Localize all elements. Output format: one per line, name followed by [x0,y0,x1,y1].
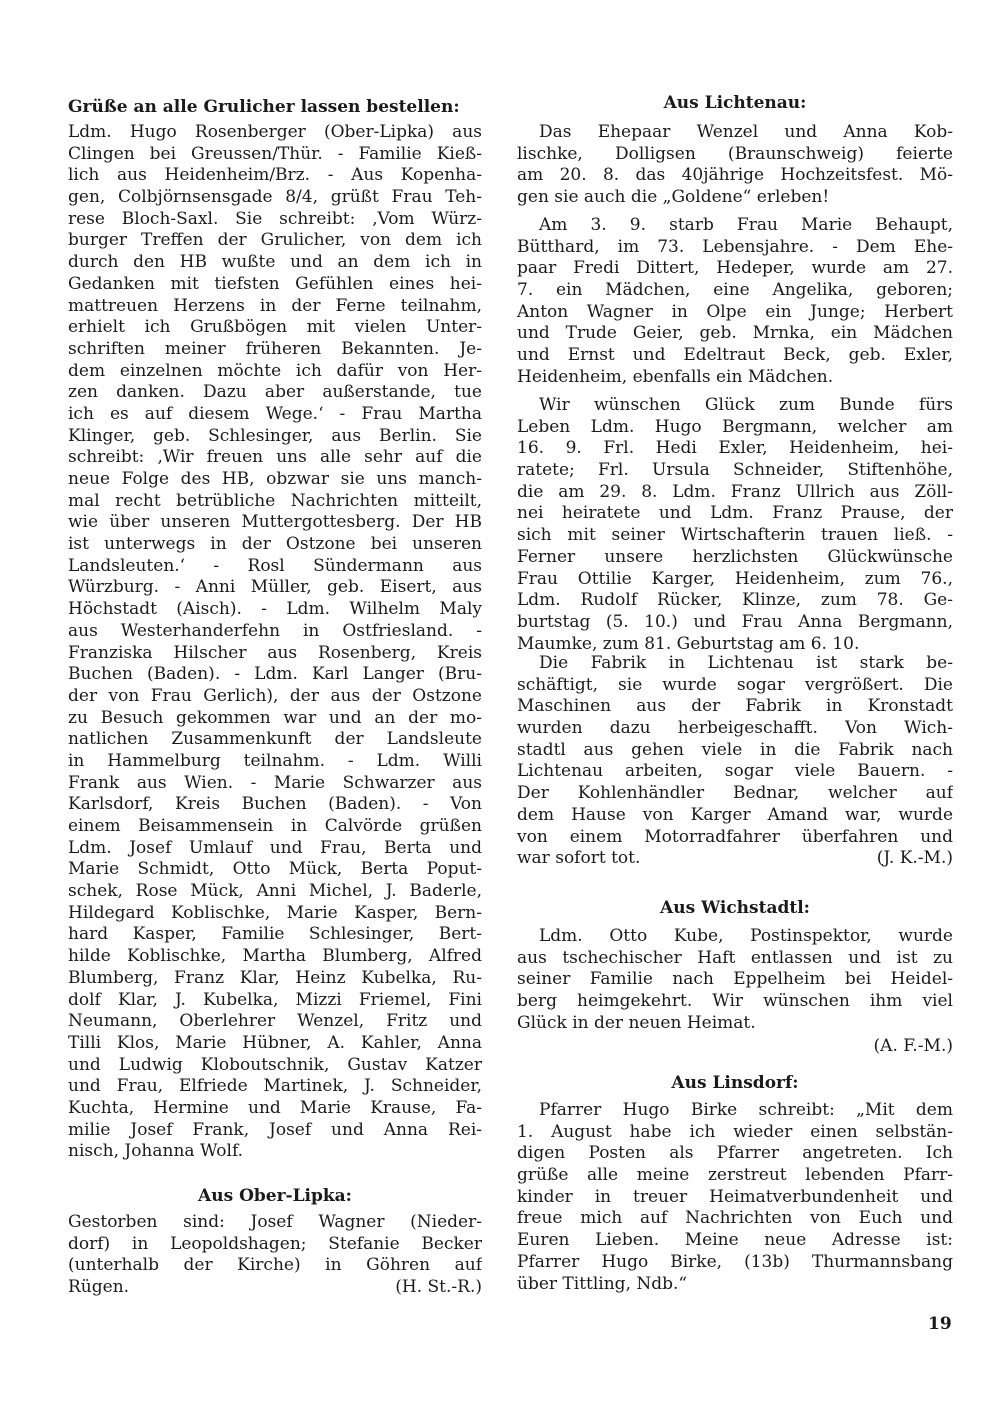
text-line: Pfarrer Hugo Birke, (13b) Thurmannsbang [517,1251,953,1272]
text-line: dolf Klar, J. Kubelka, Mizzi Friemel, Fini [68,989,482,1010]
text-line: der von Frau Gerlich), der aus der Ostzone [68,685,482,706]
text-line: Ldm. Hugo Rosenberger (Ober-Lipka) aus [68,122,482,142]
author-signature: (J. K.-M.) [876,848,953,869]
text-line: Karlsdorf, Kreis Buchen (Baden). - Von [68,794,482,815]
text-line: ratete; Frl. Ursula Schneider, Stiftenhöhe, [517,460,953,481]
text-line: Ldm. Josef Umlauf und Frau, Berta und [68,837,482,858]
text-line: Gedanken mit tiefsten Gefühlen eines hei- [68,273,482,294]
text-line: mattreuen Herzens in der Ferne teilnahm, [68,295,482,316]
text-line: 16. 9. Frl. Hedi Exler, Heidenheim, hei- [517,438,953,459]
text-line: und Frau, Elfriede Martinek, J. Schneider, [68,1076,482,1097]
text-line: seiner Familie nach Eppelheim bei Heidel- [517,969,953,990]
text-line: Pfarrer Hugo Birke schreibt: „Mit dem [539,1100,953,1120]
text-line: zen danken. Dazu aber außerstande, tue [68,382,482,403]
text-line: (unterhalb der Kirche) in Göhren auf [68,1255,482,1276]
text-line: schäftigt, sie wurde sogar vergrößert. Die [517,674,953,695]
text-line: Ldm. Otto Kube, Postinspektor, wurde [539,926,953,946]
text-line: Die Fabrik in Lichtenau ist stark be- [539,653,953,673]
text-line: aus tschechischer Haft entlassen und ist zu [517,947,953,968]
text-line: dorf) in Leopoldshagen; Stefanie Becker [68,1233,482,1254]
text-line: Rügen. [68,1277,130,1298]
closing-line [68,1277,482,1299]
text-line: ist unterwegs in der Ostzone bei unseren [68,534,482,555]
author-signature: (H. St.-R.) [395,1277,482,1298]
text-line: nisch, Johanna Wolf. [68,1141,244,1162]
linsdorf-paragraph [517,1100,953,1295]
lichtenau-paragraph-4 [517,653,953,870]
text-line: paar Fredi Dittert, Hedeper, wurde am 27. [517,258,953,279]
lichtenau-paragraph-1 [517,122,953,209]
text-line: natlichen Zusammenkunft der Landsleute [68,729,482,750]
text-line: Würzburg. - Anni Müller, geb. Eisert, aus [68,577,482,598]
text-line: gen sie auch die „Goldene“ erleben! [517,187,830,208]
text-line: dem einzelnen möchte ich dafür von Her- [68,360,482,381]
text-line: neue Folge des HB, obzwar sie uns manch- [68,469,482,489]
text-line: wurden dazu herbeigeschafft. Von Wich- [517,718,953,739]
text-line: sich mit seiner Wirtschafterin trauen ließ. - [517,525,953,546]
text-line: Frau Ottilie Karger, Heidenheim, zum 76., [517,568,953,589]
ober-lipka-paragraph [68,1212,482,1299]
text-line: Euren Lieben. Meine neue Adresse ist: [517,1230,953,1251]
text-line: lich aus Heidenheim/Brz. - Aus Kopenha- [68,165,482,186]
text-line: Maumke, zum 81. Geburtstag am 6. 10. [517,633,860,654]
text-line: Franziska Hilscher aus Rosenberg, Kreis [68,642,482,663]
text-line: Kuchta, Hermine und Marie Krause, Fa- [68,1097,482,1118]
text-line: und Trude Geier, geb. Mrnka, ein Mädchen [517,323,953,344]
text-line: erhielt ich Grußbögen mit vielen Unter- [68,317,482,338]
text-line: Tilli Klos, Marie Hübner, A. Kahler, Anna [68,1032,482,1053]
text-line: schriften meiner früheren Bekannten. Je- [68,338,482,359]
text-line: in Hammelburg teilnahm. - Ldm. Willi [68,750,482,771]
text-line: Wir wünschen Glück zum Bunde fürs [539,395,953,415]
text-line: gen, Colbjörnsensgade 8/4, grüßt Frau Teh- [68,187,482,208]
text-line: am 20. 8. das 40jährige Hochzeitsfest. Mö- [517,165,953,186]
text-line: milie Josef Frank, Josef und Anna Rei- [68,1119,482,1140]
text-line: aus Westerhanderfehn in Ostfriesland. - [68,620,482,641]
text-line: Frank aus Wien. - Marie Schwarzer aus [68,772,482,793]
text-line: Höchstadt (Aisch). - Ldm. Wilhelm Maly [68,599,482,620]
text-line: digen Posten als Pfarrer angetreten. Ich [517,1143,953,1164]
text-line: wie über unseren Muttergottesberg. Der HB [68,512,482,533]
text-line: Der Kohlenhändler Bednar, welcher auf [517,783,953,804]
text-line: und Ludwig Kloboutschnik, Gustav Katzer [68,1054,482,1075]
wichstadtl-signature: (A. F.-M.) [873,1036,953,1056]
text-line: mal recht betrübliche Nachrichten mitteilt, [68,490,482,511]
text-line: die am 29. 8. Ldm. Franz Ullrich aus Zöll- [517,481,953,502]
text-line: hilde Koblischke, Martha Blumberg, Alfred [68,946,482,967]
text-line: Landsleuten.‘ - Rosl Sündermann aus [68,555,482,576]
text-line: schreibt: ‚Wir freuen uns alle sehr auf die [68,447,482,468]
text-line: Neumann, Oberlehrer Wenzel, Fritz und [68,1011,482,1032]
text-line: Lichtenau arbeiten, sogar viele Bauern. - [517,761,953,782]
closing-line [517,848,953,870]
greetings-paragraph [68,122,482,1163]
text-line: Bütthard, im 73. Lebensjahre. - Dem Ehe- [517,236,953,257]
text-line: burtstag (5. 10.) und Frau Anna Bergmann, [517,611,953,632]
text-line: Am 3. 9. starb Frau Marie Behaupt, [539,215,953,235]
wichstadtl-paragraph [517,926,953,1034]
text-line: Klinger, geb. Schlesinger, aus Berlin. Sie [68,425,482,446]
text-line: nei heiratete und Ldm. Franz Prause, der [517,503,953,524]
text-line: Ldm. Rudolf Rücker, Klinze, zum 78. Ge- [517,590,953,611]
text-line: Marie Schmidt, Otto Mück, Berta Poput- [68,859,482,880]
text-line: grüße alle meine zerstreut lebenden Pfarr- [517,1165,953,1186]
text-line: über Tittling, Ndb.“ [517,1273,688,1294]
lichtenau-paragraph-2 [517,215,953,389]
text-line: kinder in treuer Heimatverbundenheit und [517,1186,953,1207]
text-line: 1. August habe ich wieder einen selbstän- [517,1121,953,1142]
text-line: zu Besuch gekommen war und an der mo- [68,707,482,728]
text-line: Gestorben sind: Josef Wagner (Nieder- [68,1212,482,1232]
text-line: Maschinen aus der Fabrik in Kronstadt [517,696,953,717]
text-line: Leben Ldm. Hugo Bergmann, welcher am [517,416,953,437]
text-line: einem Beisammensein in Calvörde grüßen [68,816,482,836]
text-line: stadtl aus gehen viele in die Fabrik nach [517,739,953,760]
text-line: Anton Wagner in Olpe ein Junge; Herbert [517,301,953,322]
lichtenau-paragraph-3 [517,395,953,655]
text-line: berg heimgekehrt. Wir wünschen ihm viel [517,991,953,1012]
section-heading-lichtenau: Aus Lichtenau: [663,93,807,113]
text-line: war sofort tot. [517,848,641,869]
text-line: Blumberg, Franz Klar, Heinz Kubelka, Ru- [68,967,482,988]
text-line: lischke, Dolligsen (Braunschweig) feierte [517,143,953,164]
text-line: ich es auf diesem Wege.‘ - Frau Martha [68,403,482,424]
text-line: durch den HB wußte und an dem ich in [68,252,482,273]
text-line: Buchen (Baden). - Ldm. Karl Langer (Bru- [68,664,482,685]
text-line: Clingen bei Greussen/Thür. - Familie Kieß- [68,143,482,164]
section-heading-greetings: Grüße an alle Grulicher lassen bestellen: [68,97,460,117]
text-line: Heidenheim, ebenfalls ein Mädchen. [517,366,834,387]
text-line: freue mich auf Nachrichten von Euch und [517,1208,953,1229]
section-heading-linsdorf: Aus Linsdorf: [671,1073,799,1093]
text-line: Hildegard Koblischke, Marie Kasper, Bern- [68,902,482,923]
text-line: Glück in der neuen Heimat. [517,1012,756,1033]
text-line: Ferner unsere herzlichsten Glückwünsche [517,546,953,567]
text-line: und Ernst und Edeltraut Beck, geb. Exler, [517,345,953,366]
page-number: 19 [928,1314,952,1334]
text-line: von einem Motorradfahrer überfahren und [517,826,953,847]
text-line: hard Kasper, Familie Schlesinger, Bert- [68,924,482,945]
section-heading-wichstadtl: Aus Wichstadtl: [660,898,810,918]
text-line: schek, Rose Mück, Anni Michel, J. Baderle, [68,881,482,902]
text-line: Das Ehepaar Wenzel und Anna Kob- [539,122,953,142]
text-line: rese Bloch-Saxl. Sie schreibt: ‚Vom Würz- [68,208,482,229]
section-heading-ober-lipka: Aus Ober-Lipka: [198,1186,352,1206]
text-line: 7. ein Mädchen, eine Angelika, geboren; [517,280,953,301]
text-line: dem Hause von Karger Amand war, wurde [517,804,953,825]
text-line: burger Treffen der Grulicher, von dem ich [68,230,482,251]
